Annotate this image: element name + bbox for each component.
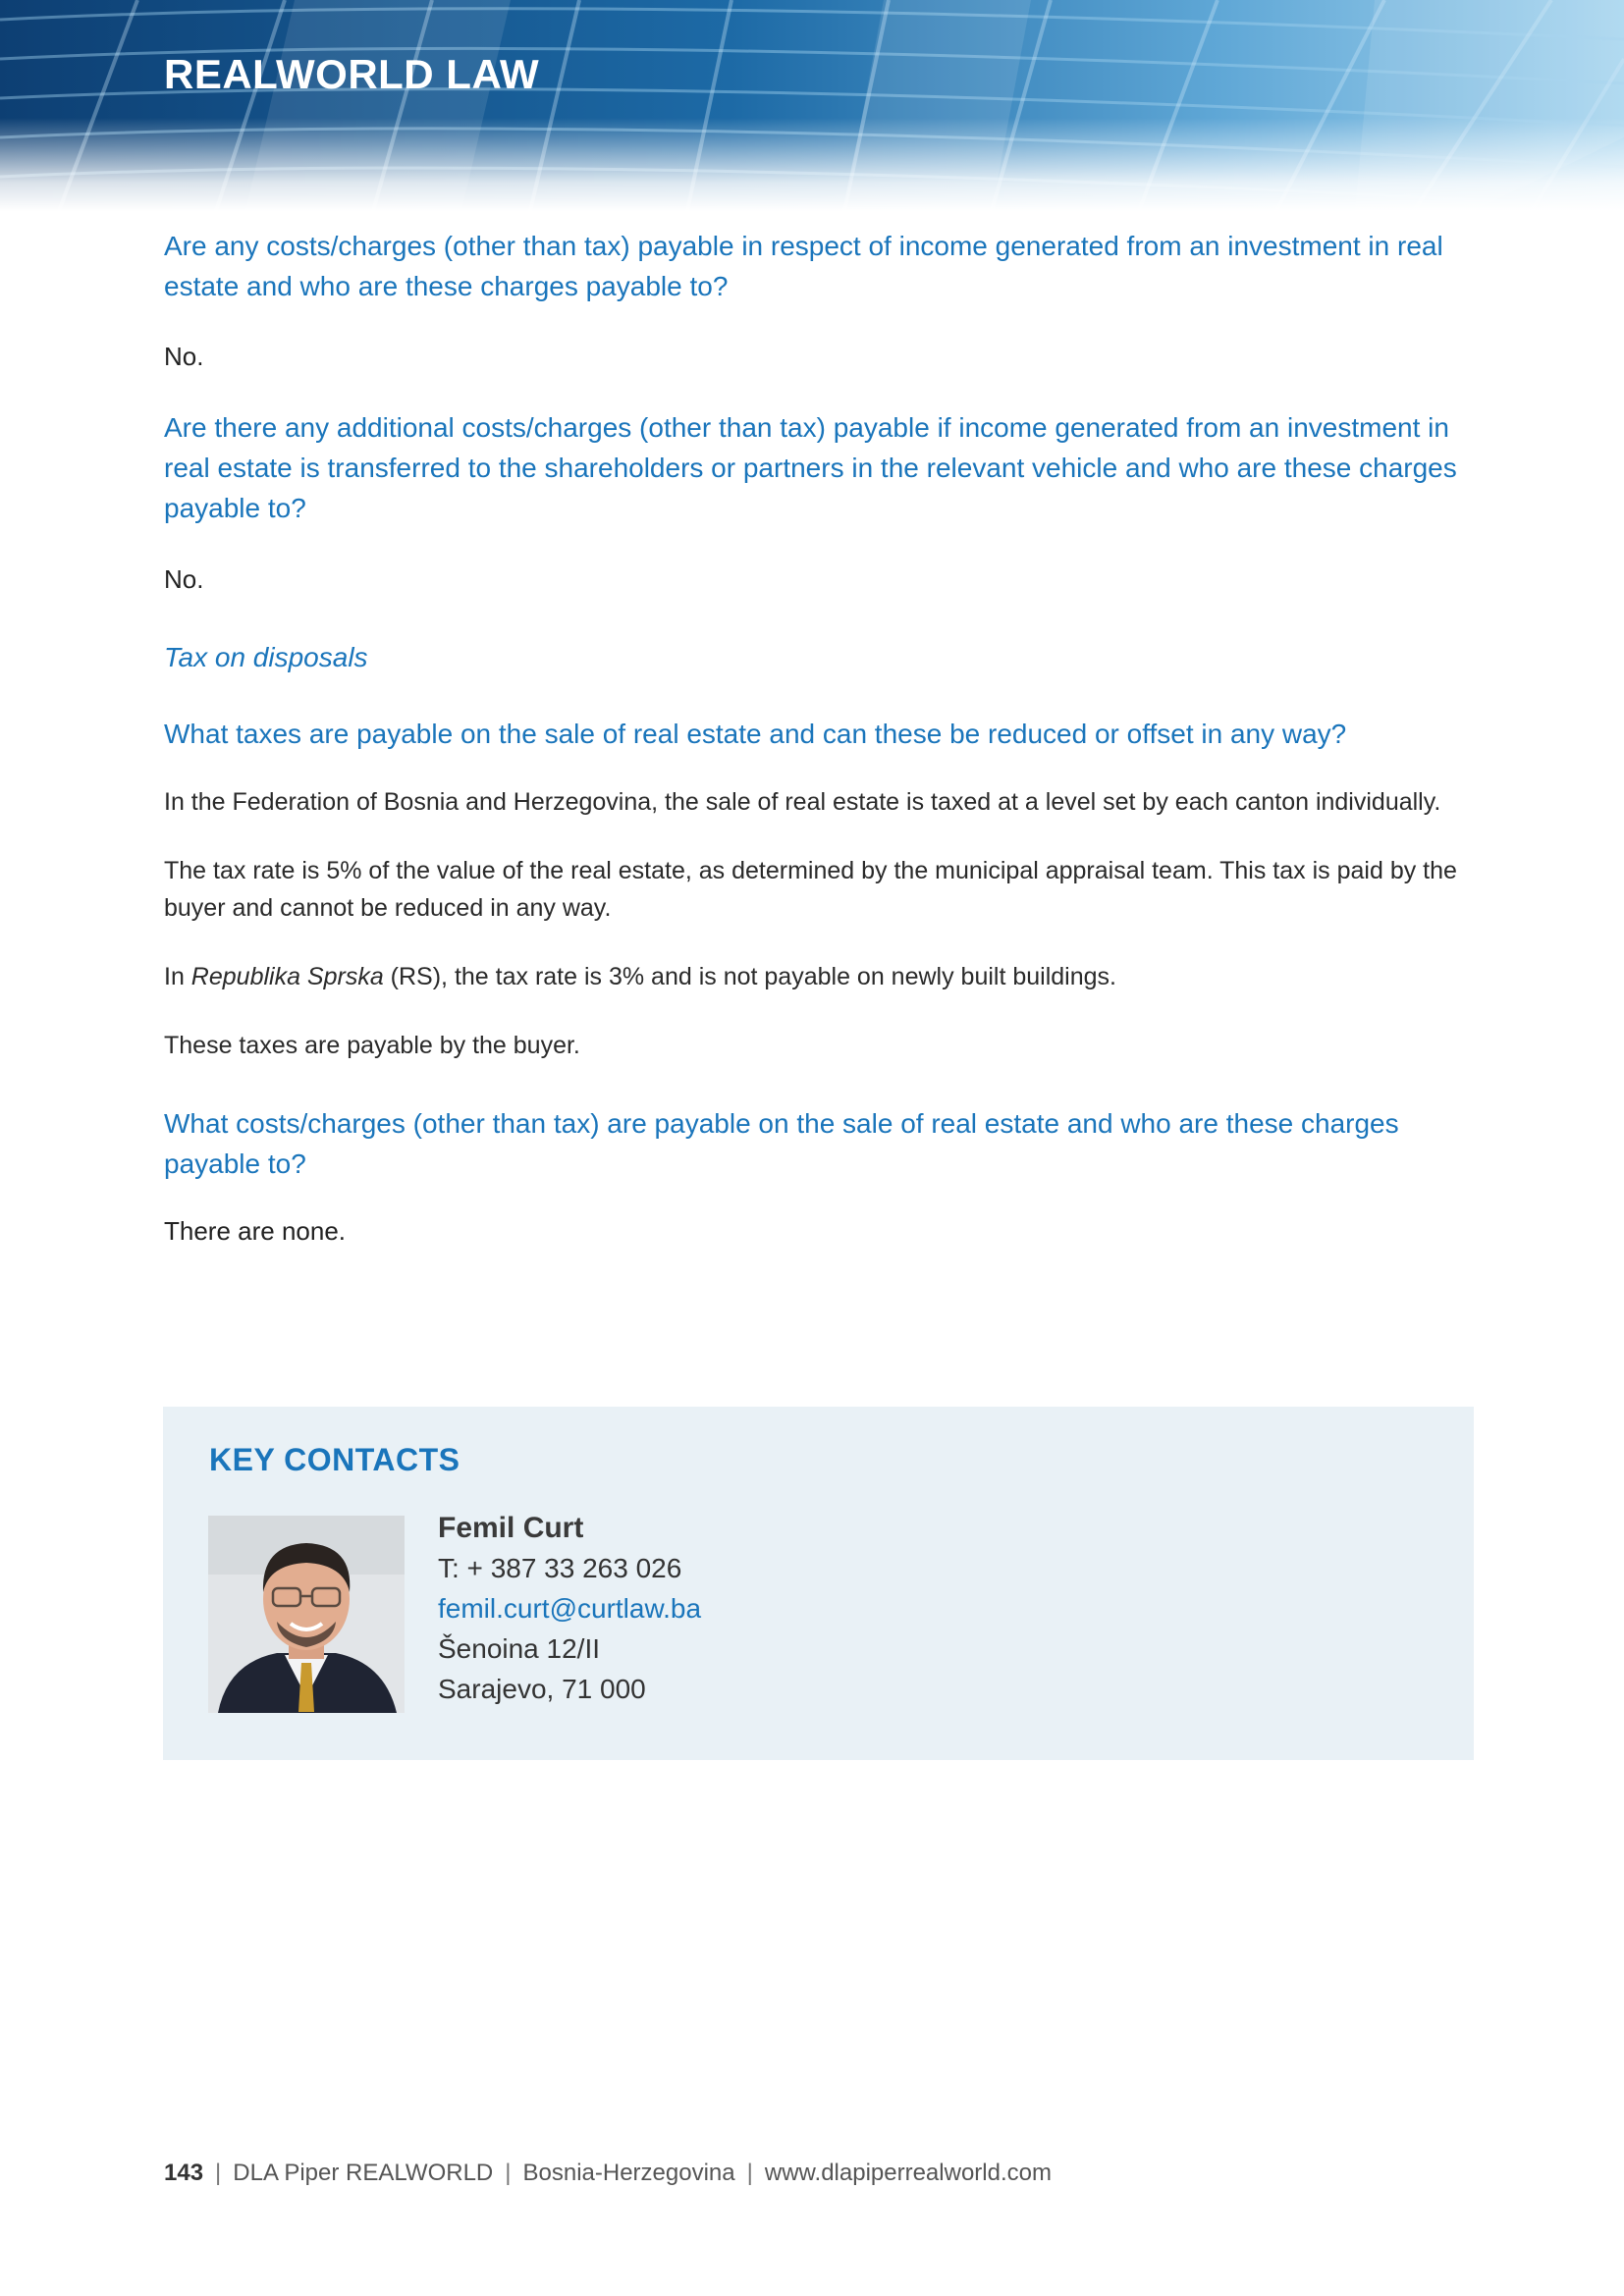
- question-1: Are any costs/charges (other than tax) payable in respect of income generated from an investment in real estate and who are these charges payable to?: [164, 231, 1443, 301]
- answer-1: No.: [164, 342, 204, 371]
- answer-3-p3-pre: In: [164, 963, 191, 990]
- banner-fade: [0, 118, 1624, 211]
- answer-3-paragraph-2: The tax rate is 5% of the value of the real estate, as determined by the municipal appraisal team. This tax is paid by the buyer and cannot be reduced in any way.: [164, 857, 1457, 922]
- contact-name: Femil Curt: [438, 1512, 584, 1544]
- section-heading: Tax on disposals: [164, 642, 368, 672]
- footer-separator-1: |: [215, 2160, 222, 2186]
- contact-address-line-1: Šenoina 12/II: [438, 1633, 601, 1664]
- answer-3-paragraph-4: These taxes are payable by the buyer.: [164, 1032, 580, 1059]
- answer-4: There are none.: [164, 1216, 347, 1246]
- question-2: Are there any additional costs/charges (other than tax) payable if income generated from an investment in real estate is transferred to the shareholders or partners in the relevant vehicle and who are these charges payable to?: [164, 412, 1457, 523]
- page-footer: [164, 2160, 1052, 2187]
- footer-separator-2: |: [505, 2160, 512, 2186]
- answer-3-paragraph-3: [164, 958, 1480, 995]
- key-contacts-box: [163, 1407, 1474, 1760]
- page-number: 143: [164, 2160, 204, 2186]
- footer-brand: DLA Piper REALWORLD: [233, 2160, 494, 2186]
- answer-3-p3-post: (RS), the tax rate is 3% and is not payable on newly built buildings.: [383, 963, 1116, 990]
- footer-website-link[interactable]: www.dlapiperrealworld.com: [764, 2160, 1052, 2186]
- answer-3-p3-emphasis: Republika Sprska: [190, 963, 384, 990]
- contact-email-link[interactable]: femil.curt@curtlaw.ba: [438, 1593, 702, 1624]
- footer-separator-3: |: [746, 2160, 753, 2186]
- question-3: What taxes are payable on the sale of real estate and can these be reduced or offset in any way?: [164, 719, 1347, 749]
- header-banner: [0, 0, 1624, 211]
- person-portrait-icon: [208, 1516, 405, 1713]
- footer-country: Bosnia-Herzegovina: [522, 2160, 735, 2186]
- contact-phone: T: + 387 33 263 026: [438, 1553, 682, 1583]
- answer-3-paragraph-1: In the Federation of Bosnia and Herzegovina, the sale of real estate is taxed at a level set by each canton individually.: [164, 788, 1441, 816]
- contact-details: [438, 1508, 701, 1709]
- question-4: What costs/charges (other than tax) are payable on the sale of real estate and who are these charges payable to?: [164, 1108, 1399, 1179]
- header-title: REALWORLD LAW: [164, 51, 540, 97]
- contact-photo: [208, 1516, 405, 1713]
- main-content: [164, 226, 1480, 1250]
- key-contacts-title: KEY CONTACTS: [209, 1442, 460, 1477]
- contact-address-line-2: Sarajevo, 71 000: [438, 1674, 646, 1704]
- answer-2: No.: [164, 564, 204, 594]
